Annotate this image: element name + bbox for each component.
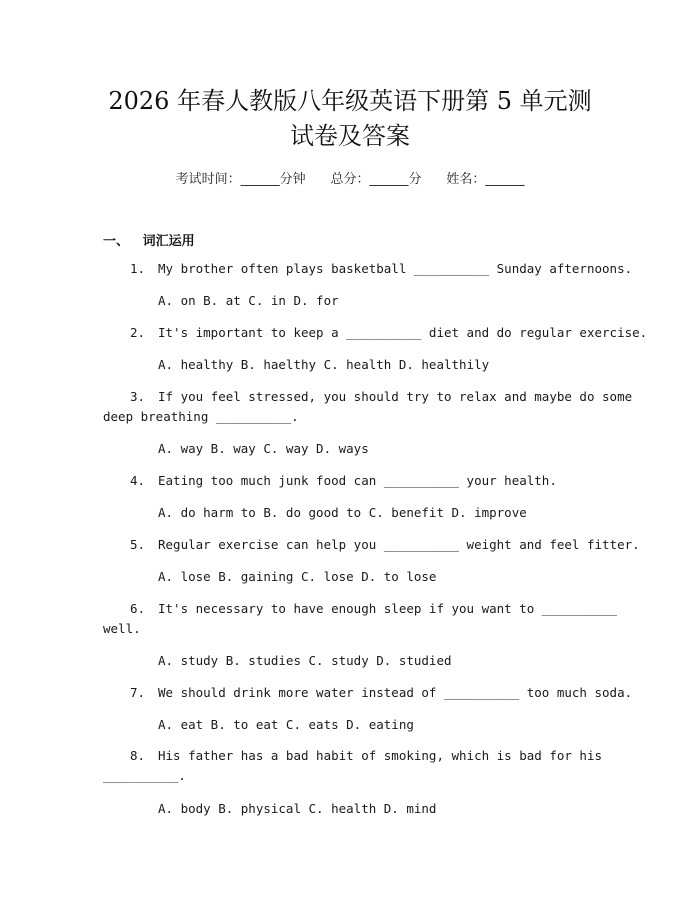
question-number: 6.	[130, 601, 146, 616]
question-5-options: A. lose B. gaining C. lose D. to lose	[158, 569, 437, 584]
question-6-continuation: well.	[103, 621, 141, 636]
question-text: His father has a bad habit of smoking, which is bad for his	[158, 748, 603, 763]
question-1	[130, 259, 632, 279]
page-title-line-2: 试卷及答案	[290, 122, 410, 150]
time-blank: ______	[240, 172, 280, 187]
section-heading	[103, 230, 195, 249]
question-2	[130, 323, 647, 343]
question-text: We should drink more water instead of __________ too much soda.	[158, 685, 633, 700]
question-8-continuation: __________.	[103, 768, 186, 783]
question-8-options: A. body B. physical C. health D. mind	[158, 801, 437, 816]
time-label: 考试时间：	[175, 172, 241, 187]
question-7-options: A. eat B. to eat C. eats D. eating	[158, 717, 414, 732]
question-8	[130, 746, 602, 766]
question-3	[130, 387, 632, 407]
score-unit: 分	[408, 172, 422, 187]
score-blank: ______	[369, 172, 409, 187]
question-4-options: A. do harm to B. do good to C. benefit D. improve	[158, 505, 527, 520]
question-2-options: A. healthy B. haelthy C. health D. healthily	[158, 357, 490, 372]
question-text: If you feel stressed, you should try to relax and maybe do some	[158, 389, 633, 404]
question-3-options: A. way B. way C. way D. ways	[158, 441, 369, 456]
question-1-options: A. on B. at C. in D. for	[158, 293, 339, 308]
question-number: 8.	[130, 748, 146, 763]
section-title: 词汇运用	[142, 234, 195, 249]
page-title-line-1: 2026 年春人教版八年级英语下册第 5 单元测	[108, 87, 592, 115]
question-number: 4.	[130, 473, 146, 488]
question-number: 1.	[130, 261, 146, 276]
question-text: My brother often plays basketball __________ Sunday afternoons.	[158, 261, 633, 276]
name-label: 姓名：	[446, 172, 486, 187]
score-label: 总分：	[330, 172, 370, 187]
question-text: It's important to keep a __________ diet and do regular exercise.	[158, 325, 648, 340]
question-number: 5.	[130, 537, 146, 552]
question-3-continuation: deep breathing __________.	[103, 409, 299, 424]
question-text: Regular exercise can help you __________ weight and feel fitter.	[158, 537, 640, 552]
section-number: 一、	[103, 234, 130, 249]
name-blank: ______	[485, 172, 525, 187]
question-4	[130, 471, 557, 491]
question-text: It's necessary to have enough sleep if you want to __________	[158, 601, 618, 616]
question-text: Eating too much junk food can __________ your health.	[158, 473, 557, 488]
time-unit: 分钟	[279, 172, 306, 187]
question-7	[130, 683, 632, 703]
question-number: 3.	[130, 389, 146, 404]
question-number: 2.	[130, 325, 146, 340]
question-6-options: A. study B. studies C. study D. studied	[158, 653, 452, 668]
exam-meta-line	[0, 168, 700, 187]
question-number: 7.	[130, 685, 146, 700]
question-5	[130, 535, 640, 555]
question-6	[130, 599, 617, 619]
